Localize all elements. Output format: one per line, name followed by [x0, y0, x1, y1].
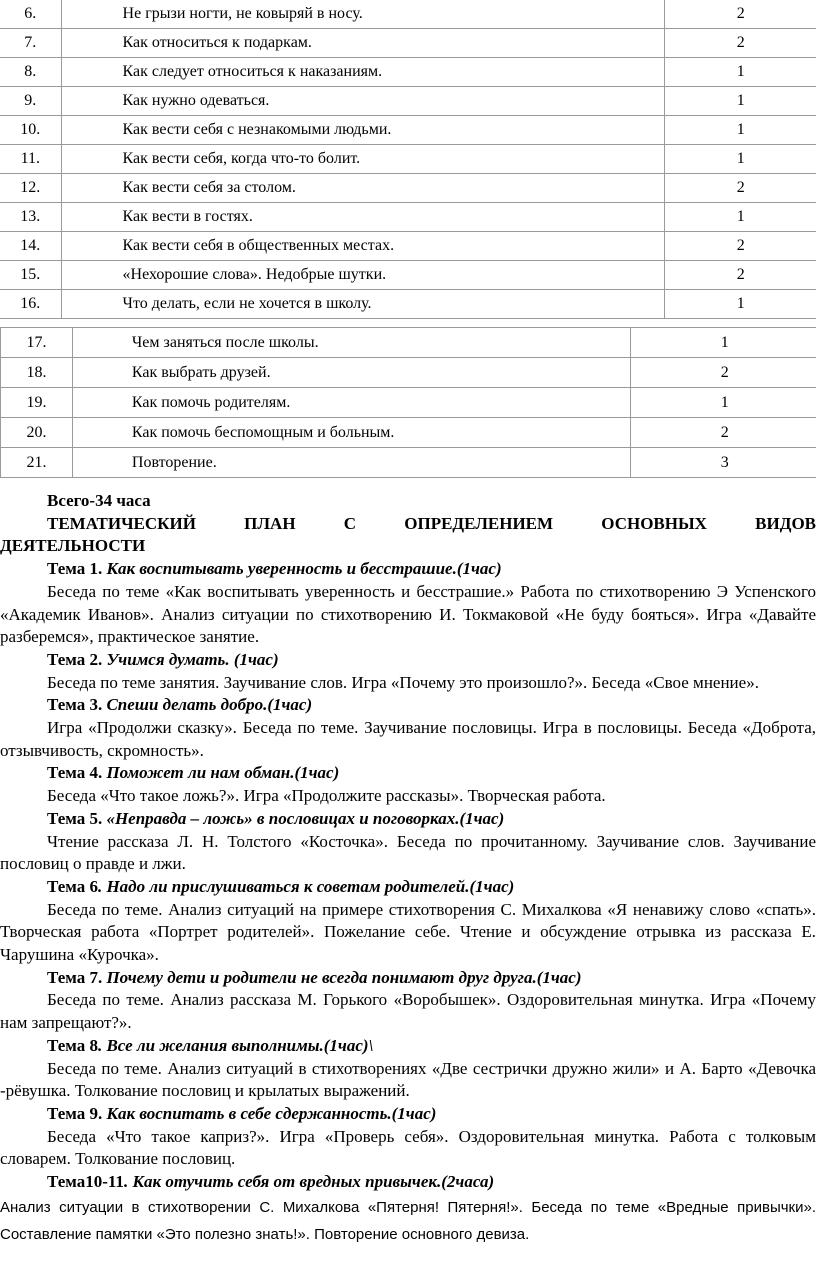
theme-title: Спеши делать добро.(1час)	[106, 695, 313, 715]
table-row	[0, 203, 816, 232]
row-hours: 2	[631, 358, 816, 388]
theme-heading	[0, 1035, 816, 1058]
row-title: Что делать, если не хочется в школу.	[61, 290, 664, 319]
theme-heading	[0, 1171, 816, 1194]
theme-heading	[0, 967, 816, 990]
theme-description: Анализ ситуации в стихотворении С. Михалкова «Пятерня! Пятерня!». Беседа по теме «Вредные привычки». Составление памятки «Это полезно знать!». Повторение основного девиза.	[0, 1198, 816, 1243]
table-row	[0, 145, 816, 174]
row-number: 14.	[0, 232, 61, 261]
row-title: Как помочь родителям.	[72, 388, 630, 418]
row-hours: 2	[664, 232, 816, 261]
row-hours: 2	[664, 261, 816, 290]
table-row	[0, 0, 816, 29]
row-hours: 2	[664, 174, 816, 203]
table-row	[0, 29, 816, 58]
theme-label: Тема 8	[47, 1035, 98, 1055]
theme-heading	[0, 649, 816, 672]
row-number: 11.	[0, 145, 61, 174]
theme-description: Беседа по теме. Анализ ситуаций в стихотворениях «Две сестрички дружно жили» и А. Барто «Девочка -рёвушка. Толкование пословиц и крылатых выражений.	[0, 1058, 816, 1101]
row-title: Как относиться к подаркам.	[61, 29, 664, 58]
row-hours: 1	[664, 87, 816, 116]
row-title: Как вести себя за столом.	[61, 174, 664, 203]
row-hours: 1	[631, 328, 816, 358]
row-number: 13.	[0, 203, 61, 232]
theme-heading	[0, 876, 816, 899]
row-title: Чем заняться после школы.	[72, 328, 630, 358]
row-title: Как вести себя в общественных местах.	[61, 232, 664, 261]
theme-description: Беседа по теме занятия. Заучивание слов. Игра «Почему это произошло?». Беседа «Свое мнение».	[47, 672, 759, 692]
row-title: Повторение.	[72, 448, 630, 478]
theme-title: Как воспитать в себе сдержанность.(1час)	[106, 1103, 437, 1123]
row-hours: 2	[631, 418, 816, 448]
table-row	[0, 87, 816, 116]
theme-description: Беседа «Что такое ложь?». Игра «Продолжите рассказы». Творческая работа.	[47, 786, 606, 806]
row-number: 9.	[0, 87, 61, 116]
theme-label: Тема 3.	[47, 695, 103, 715]
row-hours: 2	[664, 0, 816, 29]
theme-heading	[0, 808, 816, 831]
theme-title: . Надо ли прислушиваться к советам родителей.(1час)	[97, 876, 515, 896]
row-number: 19.	[1, 388, 73, 418]
theme-description: Беседа по теме. Анализ рассказа М. Горького «Воробышек». Оздоровительная минутка. Игра «Почему нам запрещают?».	[0, 990, 816, 1033]
theme-title: . Как отучить себя от вредных привычек.(2часа)	[123, 1172, 495, 1192]
theme-title: «Неправда – ложь» в пословицах и поговорках.(1час)	[106, 808, 505, 828]
theme-title: . Все ли желания выполнимы.(1час)\	[97, 1035, 374, 1055]
theme-heading	[0, 694, 816, 717]
row-number: 15.	[0, 261, 61, 290]
row-number: 18.	[1, 358, 73, 388]
row-number: 16.	[0, 290, 61, 319]
theme-description: Беседа по теме «Как воспитывать уверенность и бесстрашие.» Работа по стихотворению Э Успенского «Академик Иванов». Анализ ситуации по стихотворению И. Токмаковой «Не буду бояться». Игра «Давайте разберемся», практическое занятие.	[0, 581, 816, 647]
row-title: Как нужно одеваться.	[61, 87, 664, 116]
theme-description: Беседа «Что такое каприз?». Игра «Проверь себя». Оздоровительная минутка. Работа с толковым словарем. Толкование пословиц.	[0, 1126, 816, 1169]
row-number: 17.	[1, 328, 73, 358]
table-row	[0, 232, 816, 261]
table-row	[1, 448, 816, 478]
table-row	[0, 290, 816, 319]
row-hours: 1	[664, 116, 816, 145]
theme-label: Тема 2.	[47, 649, 103, 669]
row-number: 6.	[0, 0, 61, 29]
theme-label: Тема 7.	[47, 967, 103, 987]
theme-label: Тема 4.	[47, 763, 103, 783]
table-row	[0, 261, 816, 290]
row-title: Как вести себя, когда что-то болит.	[61, 145, 664, 174]
theme-label: Тема 1.	[47, 559, 103, 579]
theme-label: Тема 6	[47, 876, 98, 896]
row-number: 21.	[1, 448, 73, 478]
theme-description: Беседа по теме. Анализ ситуаций на примере стихотворения С. Михалкова «Я ненавижу слово «спать». Творческая работа «Портрет родителей». Пожелание себе. Чтение и обсуждение отрывка из рассказа Е. Чарушина «Курочка».	[0, 899, 816, 965]
row-number: 10.	[0, 116, 61, 145]
plan-heading: ТЕМАТИЧЕСКИЙ ПЛАН С ОПРЕДЕЛЕНИЕМ ОСНОВНЫХ ВИДОВ	[47, 513, 816, 533]
theme-heading	[0, 762, 816, 785]
row-hours: 1	[664, 203, 816, 232]
row-title: Как выбрать друзей.	[72, 358, 630, 388]
row-title: Как следует относиться к наказаниям.	[61, 58, 664, 87]
row-number: 12.	[0, 174, 61, 203]
row-title: Как помочь беспомощным и больным.	[72, 418, 630, 448]
theme-title: Почему дети и родители не всегда понимают друг друга.(1час)	[106, 967, 582, 987]
table-row	[1, 388, 816, 418]
table-row	[0, 116, 816, 145]
theme-description: Чтение рассказа Л. Н. Толстого «Косточка». Беседа по прочитанному. Заучивание слов. Заучивание пословиц о правде и лжи.	[0, 831, 816, 874]
theme-label: Тема 9.	[47, 1103, 103, 1123]
theme-heading	[0, 1103, 816, 1126]
row-hours: 1	[664, 58, 816, 87]
theme-label: Тема 5.	[47, 808, 103, 828]
row-number: 20.	[1, 418, 73, 448]
theme-heading	[0, 558, 816, 581]
row-title: Как вести себя с незнакомыми людьми.	[61, 116, 664, 145]
plan-heading-cont: ДЕЯТЕЛЬНОСТИ	[0, 536, 146, 556]
table-row	[0, 58, 816, 87]
theme-label: Тема10-11	[47, 1172, 124, 1192]
theme-title: Как воспитывать уверенность и бесстрашие.(1час)	[106, 559, 502, 579]
theme-title: Учимся думать. (1час)	[106, 649, 279, 669]
thematic-plan	[0, 490, 816, 1248]
row-hours: 2	[664, 29, 816, 58]
row-number: 8.	[0, 58, 61, 87]
theme-title: Поможет ли нам обман.(1час)	[106, 763, 340, 783]
table-row	[1, 328, 816, 358]
row-title: Не грызи ногти, не ковыряй в носу.	[61, 0, 664, 29]
row-title: Как вести в гостях.	[61, 203, 664, 232]
table-row	[1, 418, 816, 448]
lessons-table-bottom	[0, 327, 816, 478]
total-hours: Всего-34 часа	[47, 491, 151, 510]
row-hours: 3	[631, 448, 816, 478]
row-hours: 1	[664, 145, 816, 174]
lessons-table-top	[0, 0, 816, 319]
row-number: 7.	[0, 29, 61, 58]
table-row	[0, 174, 816, 203]
row-hours: 1	[631, 388, 816, 418]
theme-description: Игра «Продолжи сказку». Беседа по теме. Заучивание пословицы. Игра в пословицы. Беседа «Доброта, отзывчивость, скромность».	[0, 718, 816, 760]
row-title: «Нехорошие слова». Недобрые шутки.	[61, 261, 664, 290]
table-row	[1, 358, 816, 388]
row-hours: 1	[664, 290, 816, 319]
